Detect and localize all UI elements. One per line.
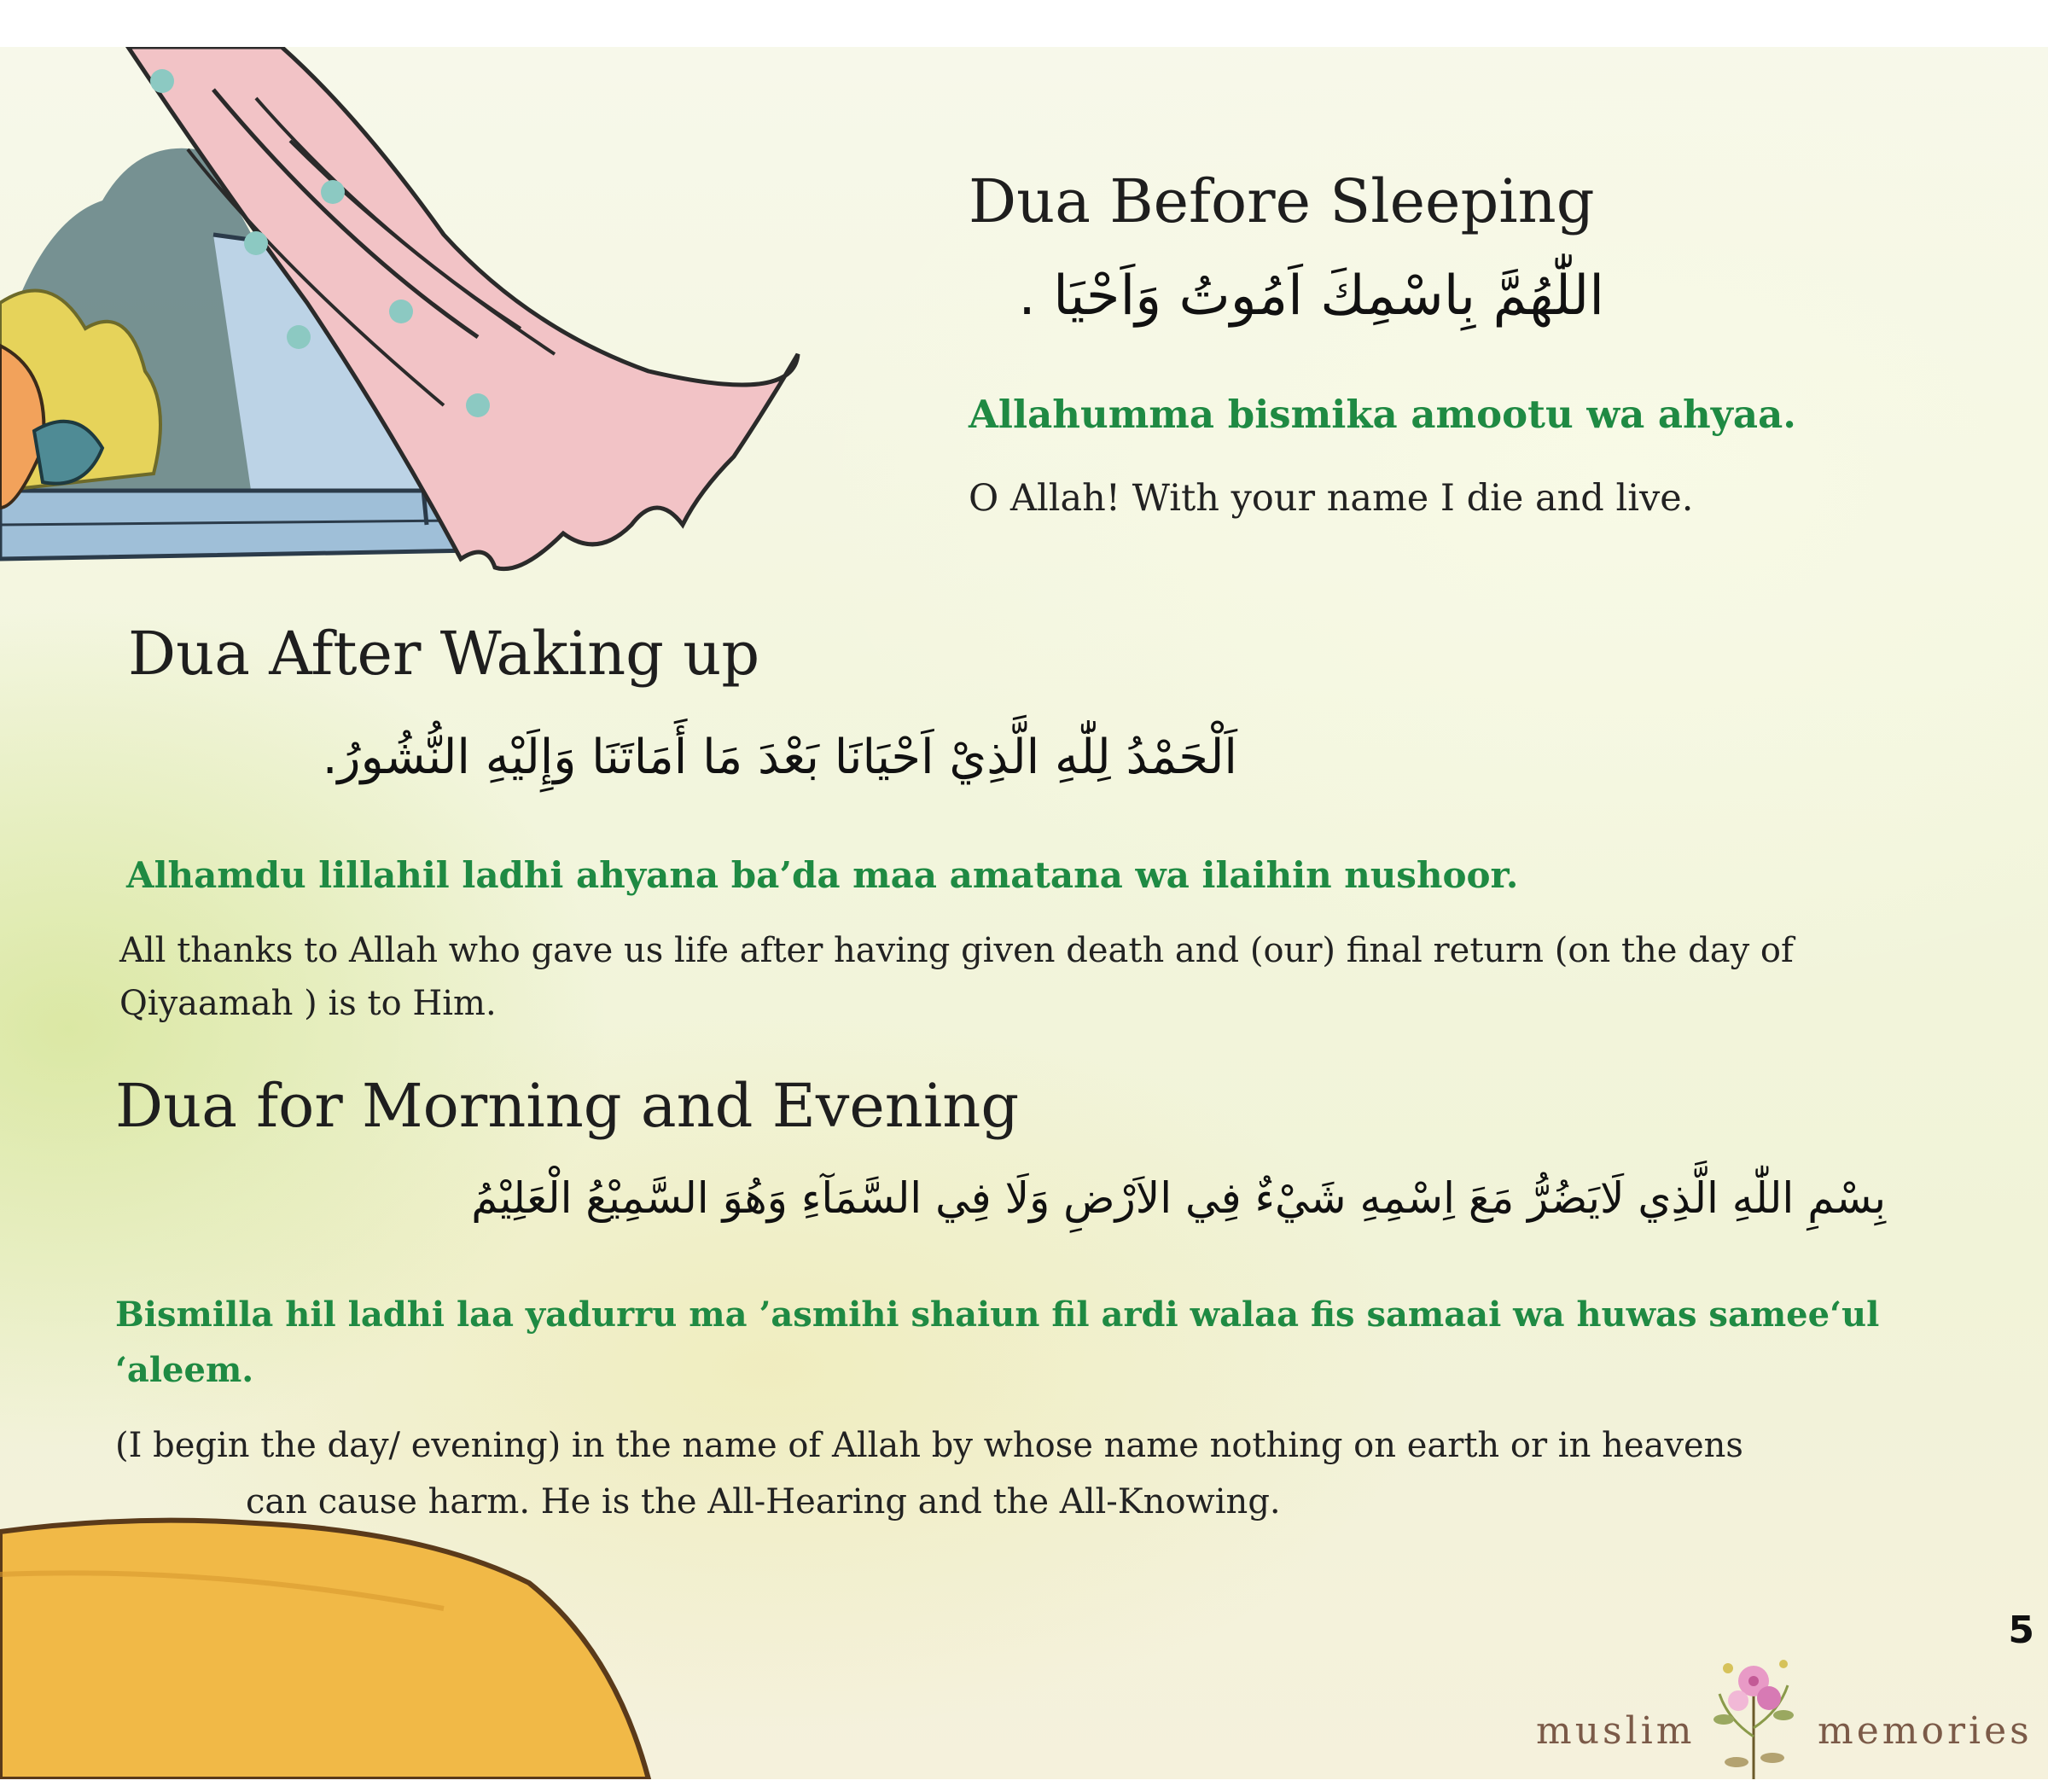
- transliteration-dua-morning-evening-line2: ‘aleem.: [115, 1350, 254, 1390]
- window-curtain-illustration: [0, 47, 819, 593]
- book-page: [0, 47, 2048, 1779]
- translation-dua-morning-evening-line1: (I begin the day/ evening) in the name of Allah by whose name nothing on earth or in heavens: [115, 1426, 1743, 1465]
- curtain-flower: [466, 393, 490, 417]
- heading-dua-before-sleeping: Dua Before Sleeping: [969, 166, 1595, 236]
- translation-dua-before-sleeping: O Allah! With your name I die and live.: [969, 477, 1694, 520]
- arabic-dua-after-waking: اَلْحَمْدُ لِلّٰهِ الَّذِيْ اَحْيَانَا بَعْدَ مَا أَمَاتَنَا وَإِلَيْهِ النُّشُورُ.: [322, 730, 1237, 785]
- transliteration-dua-before-sleeping: Allahumma bismika amootu wa ahyaa.: [969, 392, 1796, 437]
- curtain-flower: [244, 231, 268, 255]
- translation-dua-after-waking-line1: All thanks to Allah who gave us life after having given death and (our) final return (on the day of: [119, 931, 1794, 970]
- curtain-flower: [287, 325, 311, 349]
- floral-logo-icon: [1702, 1634, 1805, 1779]
- curtain-flower: [150, 69, 174, 93]
- translation-dua-after-waking-line2: Qiyaamah ) is to Him.: [119, 984, 497, 1023]
- translation-dua-morning-evening-line2: can cause harm. He is the All-Hearing and the All-Knowing.: [246, 1482, 1281, 1521]
- transliteration-dua-morning-evening-line1: Bismilla hil ladhi laa yadurru ma ’asmihi shaiun fil ardi walaa fis samaai wa huwas samee‘ul: [115, 1295, 1880, 1335]
- arabic-dua-before-sleeping: اللّٰهُمَّ بِاسْمِكَ اَمُوتُ وَاَحْيَا .: [1018, 265, 1604, 328]
- orange-furniture-illustration: [0, 1498, 683, 1779]
- brand-text-muslim: muslim: [1536, 1709, 1696, 1753]
- arabic-dua-morning-evening: بِسْمِ اللّٰهِ الَّذِي لَايَضُرُّ مَعَ اِسْمِهِ شَيْءٌ فِي الاَرْضِ وَلَا فِي السَّمَآءِ وَهُوَ السَّمِيْعُ الْعَلِيْمُ: [471, 1173, 1886, 1223]
- heading-dua-morning-evening: Dua for Morning and Evening: [115, 1071, 1020, 1141]
- curtain-flower: [321, 180, 345, 204]
- page-number: 5: [2008, 1609, 2034, 1652]
- brand-text-memories: memories: [1818, 1709, 2033, 1753]
- curtain-flower: [389, 300, 413, 323]
- transliteration-dua-after-waking: Alhamdu lillahil ladhi ahyana ba’da maa amatana wa ilaihin nushoor.: [126, 854, 1519, 896]
- heading-dua-after-waking: Dua After Waking up: [128, 619, 760, 689]
